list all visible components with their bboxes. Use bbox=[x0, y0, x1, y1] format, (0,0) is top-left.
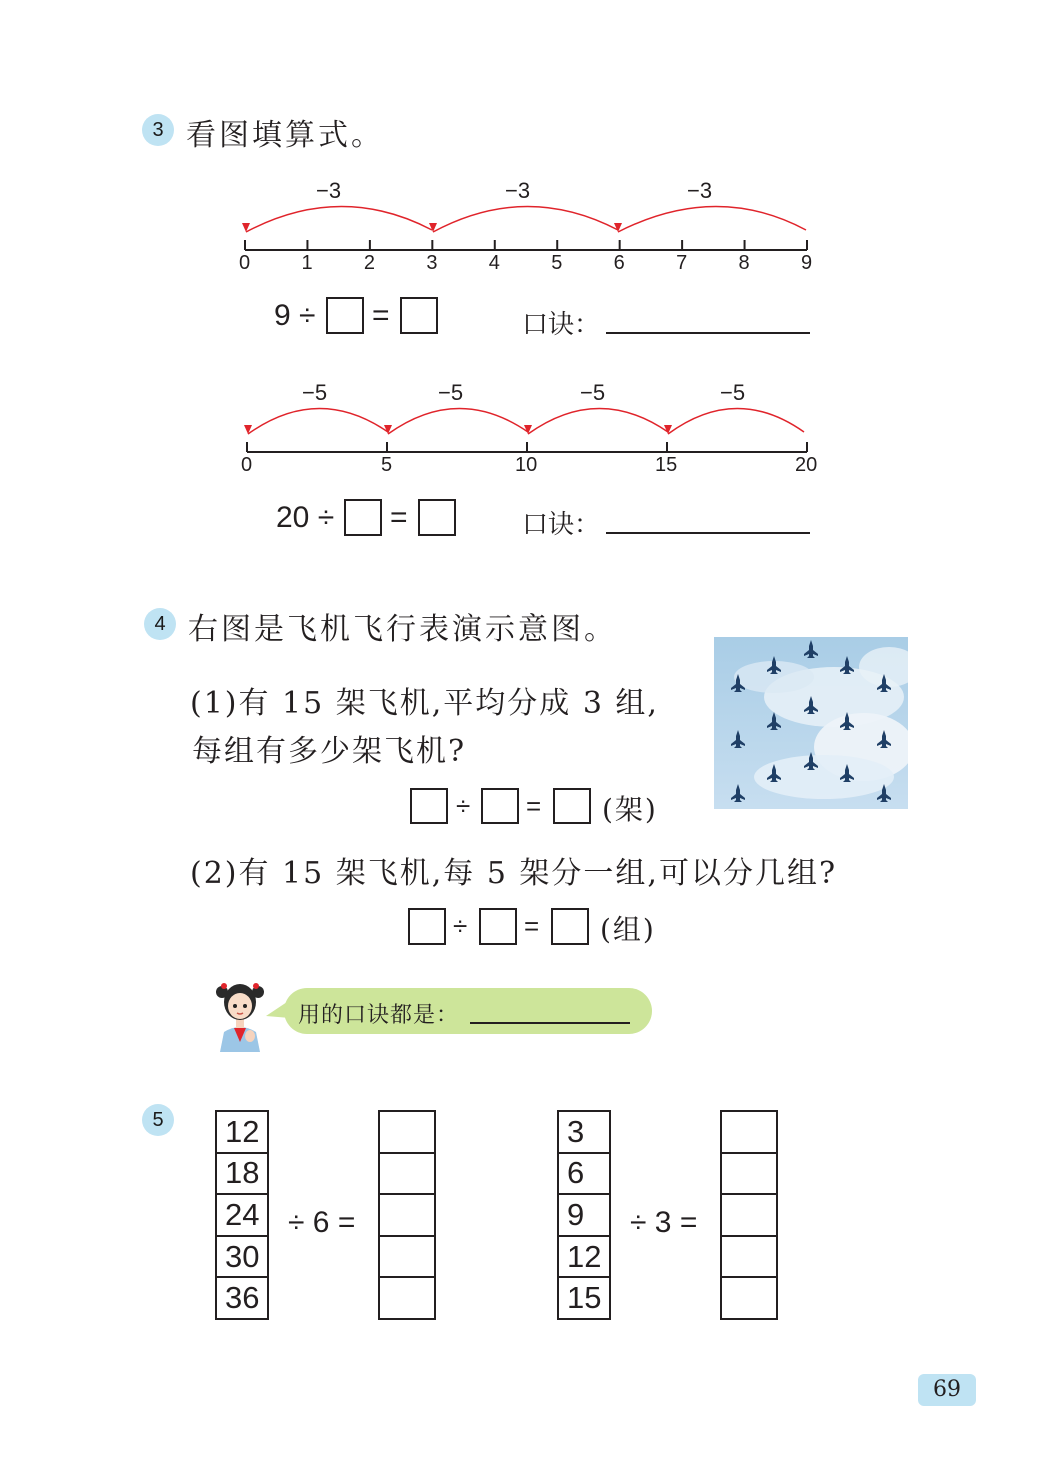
tick-label: 15 bbox=[655, 454, 678, 476]
tick-label: 4 bbox=[488, 252, 500, 274]
answer-cell[interactable] bbox=[721, 1236, 777, 1278]
problem-3-badge: 3 bbox=[142, 114, 174, 146]
unit-jia: (架) bbox=[602, 793, 658, 826]
answer-box[interactable] bbox=[326, 297, 364, 334]
jump-label-2d: −5 bbox=[720, 380, 746, 405]
left-answer-column bbox=[378, 1110, 436, 1320]
page-number: 69 bbox=[918, 1374, 976, 1406]
airplane-formation-image bbox=[714, 637, 908, 809]
jump-label-1b: −3 bbox=[505, 178, 531, 203]
koujue-blank[interactable] bbox=[606, 332, 810, 334]
divide-sign: ÷ bbox=[453, 911, 468, 941]
koujue-label: 口诀： bbox=[522, 310, 601, 340]
question-2: (2)有 15 架飞机,每 5 架分一组,可以分几组? bbox=[190, 856, 838, 891]
jump-label-2b: −5 bbox=[438, 380, 464, 405]
jump-label-1c: −3 bbox=[687, 178, 713, 203]
problem-4-title: 右图是飞机飞行表演示意图。 bbox=[188, 612, 617, 647]
answer-cell[interactable] bbox=[721, 1111, 777, 1153]
equals-sign: = bbox=[524, 911, 540, 941]
answer-cell[interactable] bbox=[721, 1277, 777, 1319]
answer-cell[interactable] bbox=[379, 1153, 435, 1195]
tick-label: 0 bbox=[239, 252, 251, 274]
equals-sign: = bbox=[372, 299, 390, 332]
answer-cell[interactable] bbox=[379, 1194, 435, 1236]
unit-zu: (组) bbox=[600, 913, 656, 946]
equation-2-dividend: 20 ÷ bbox=[276, 501, 335, 534]
girl-avatar bbox=[210, 972, 270, 1052]
tick-label: 10 bbox=[515, 454, 538, 476]
tick-label: 8 bbox=[738, 252, 750, 274]
problem-5-badge: 5 bbox=[142, 1104, 174, 1136]
question-1-line1: (1)有 15 架飞机,平均分成 3 组, bbox=[190, 686, 659, 721]
tick-label: 1 bbox=[301, 252, 313, 274]
answer-cell[interactable] bbox=[379, 1111, 435, 1153]
tick-label: 9 bbox=[801, 252, 813, 274]
equation-1-dividend: 9 ÷ bbox=[274, 299, 316, 332]
dividend-cell: 6 bbox=[558, 1153, 610, 1195]
dividend-cell: 12 bbox=[216, 1111, 268, 1153]
dividend-cell: 9 bbox=[558, 1194, 610, 1236]
answer-cell[interactable] bbox=[721, 1153, 777, 1195]
answer-cell[interactable] bbox=[379, 1277, 435, 1319]
tick-label: 5 bbox=[551, 252, 563, 274]
answer-box[interactable] bbox=[479, 908, 517, 945]
left-operation: ÷ 6 = bbox=[288, 1206, 356, 1239]
answer-box[interactable] bbox=[553, 788, 591, 824]
answer-box[interactable] bbox=[400, 297, 438, 334]
koujue-blank[interactable] bbox=[606, 532, 810, 534]
problem-3-title: 看图填算式。 bbox=[186, 118, 384, 153]
tick-label: 7 bbox=[676, 252, 688, 274]
answer-box[interactable] bbox=[418, 499, 456, 536]
dividend-cell: 3 bbox=[558, 1111, 610, 1153]
dividend-cell: 36 bbox=[216, 1277, 268, 1319]
right-dividend-column bbox=[557, 1110, 611, 1320]
equals-sign: = bbox=[390, 501, 408, 534]
tick-label: 20 bbox=[795, 454, 818, 476]
jump-label-1a: −3 bbox=[316, 178, 342, 203]
tick-label: 0 bbox=[241, 454, 253, 476]
answer-cell[interactable] bbox=[721, 1194, 777, 1236]
right-answer-column bbox=[720, 1110, 778, 1320]
problem-4-badge: 4 bbox=[144, 608, 176, 640]
answer-box[interactable] bbox=[344, 499, 382, 536]
answer-cell[interactable] bbox=[379, 1236, 435, 1278]
answer-box[interactable] bbox=[551, 908, 589, 945]
koujue-blank[interactable] bbox=[470, 1022, 630, 1024]
right-operation: ÷ 3 = bbox=[630, 1206, 698, 1239]
dividend-cell: 24 bbox=[216, 1194, 268, 1236]
tick-label: 2 bbox=[363, 252, 375, 274]
equals-sign: = bbox=[526, 791, 542, 821]
tick-label: 3 bbox=[426, 252, 438, 274]
answer-box[interactable] bbox=[408, 908, 446, 945]
dividend-cell: 12 bbox=[558, 1236, 610, 1278]
answer-box[interactable] bbox=[410, 788, 448, 824]
dividend-cell: 15 bbox=[558, 1277, 610, 1319]
answer-box[interactable] bbox=[481, 788, 519, 824]
speech-text: 用的口诀都是： bbox=[298, 1003, 460, 1028]
left-dividend-column bbox=[215, 1110, 269, 1320]
tick-label: 6 bbox=[613, 252, 625, 274]
jump-label-2c: −5 bbox=[580, 380, 606, 405]
divide-sign: ÷ bbox=[456, 791, 471, 821]
question-1-line2: 每组有多少架飞机? bbox=[192, 734, 467, 769]
jump-label-2a: −5 bbox=[302, 380, 328, 405]
tick-label: 5 bbox=[381, 454, 393, 476]
koujue-label: 口诀： bbox=[522, 510, 601, 540]
dividend-cell: 30 bbox=[216, 1236, 268, 1278]
dividend-cell: 18 bbox=[216, 1153, 268, 1195]
